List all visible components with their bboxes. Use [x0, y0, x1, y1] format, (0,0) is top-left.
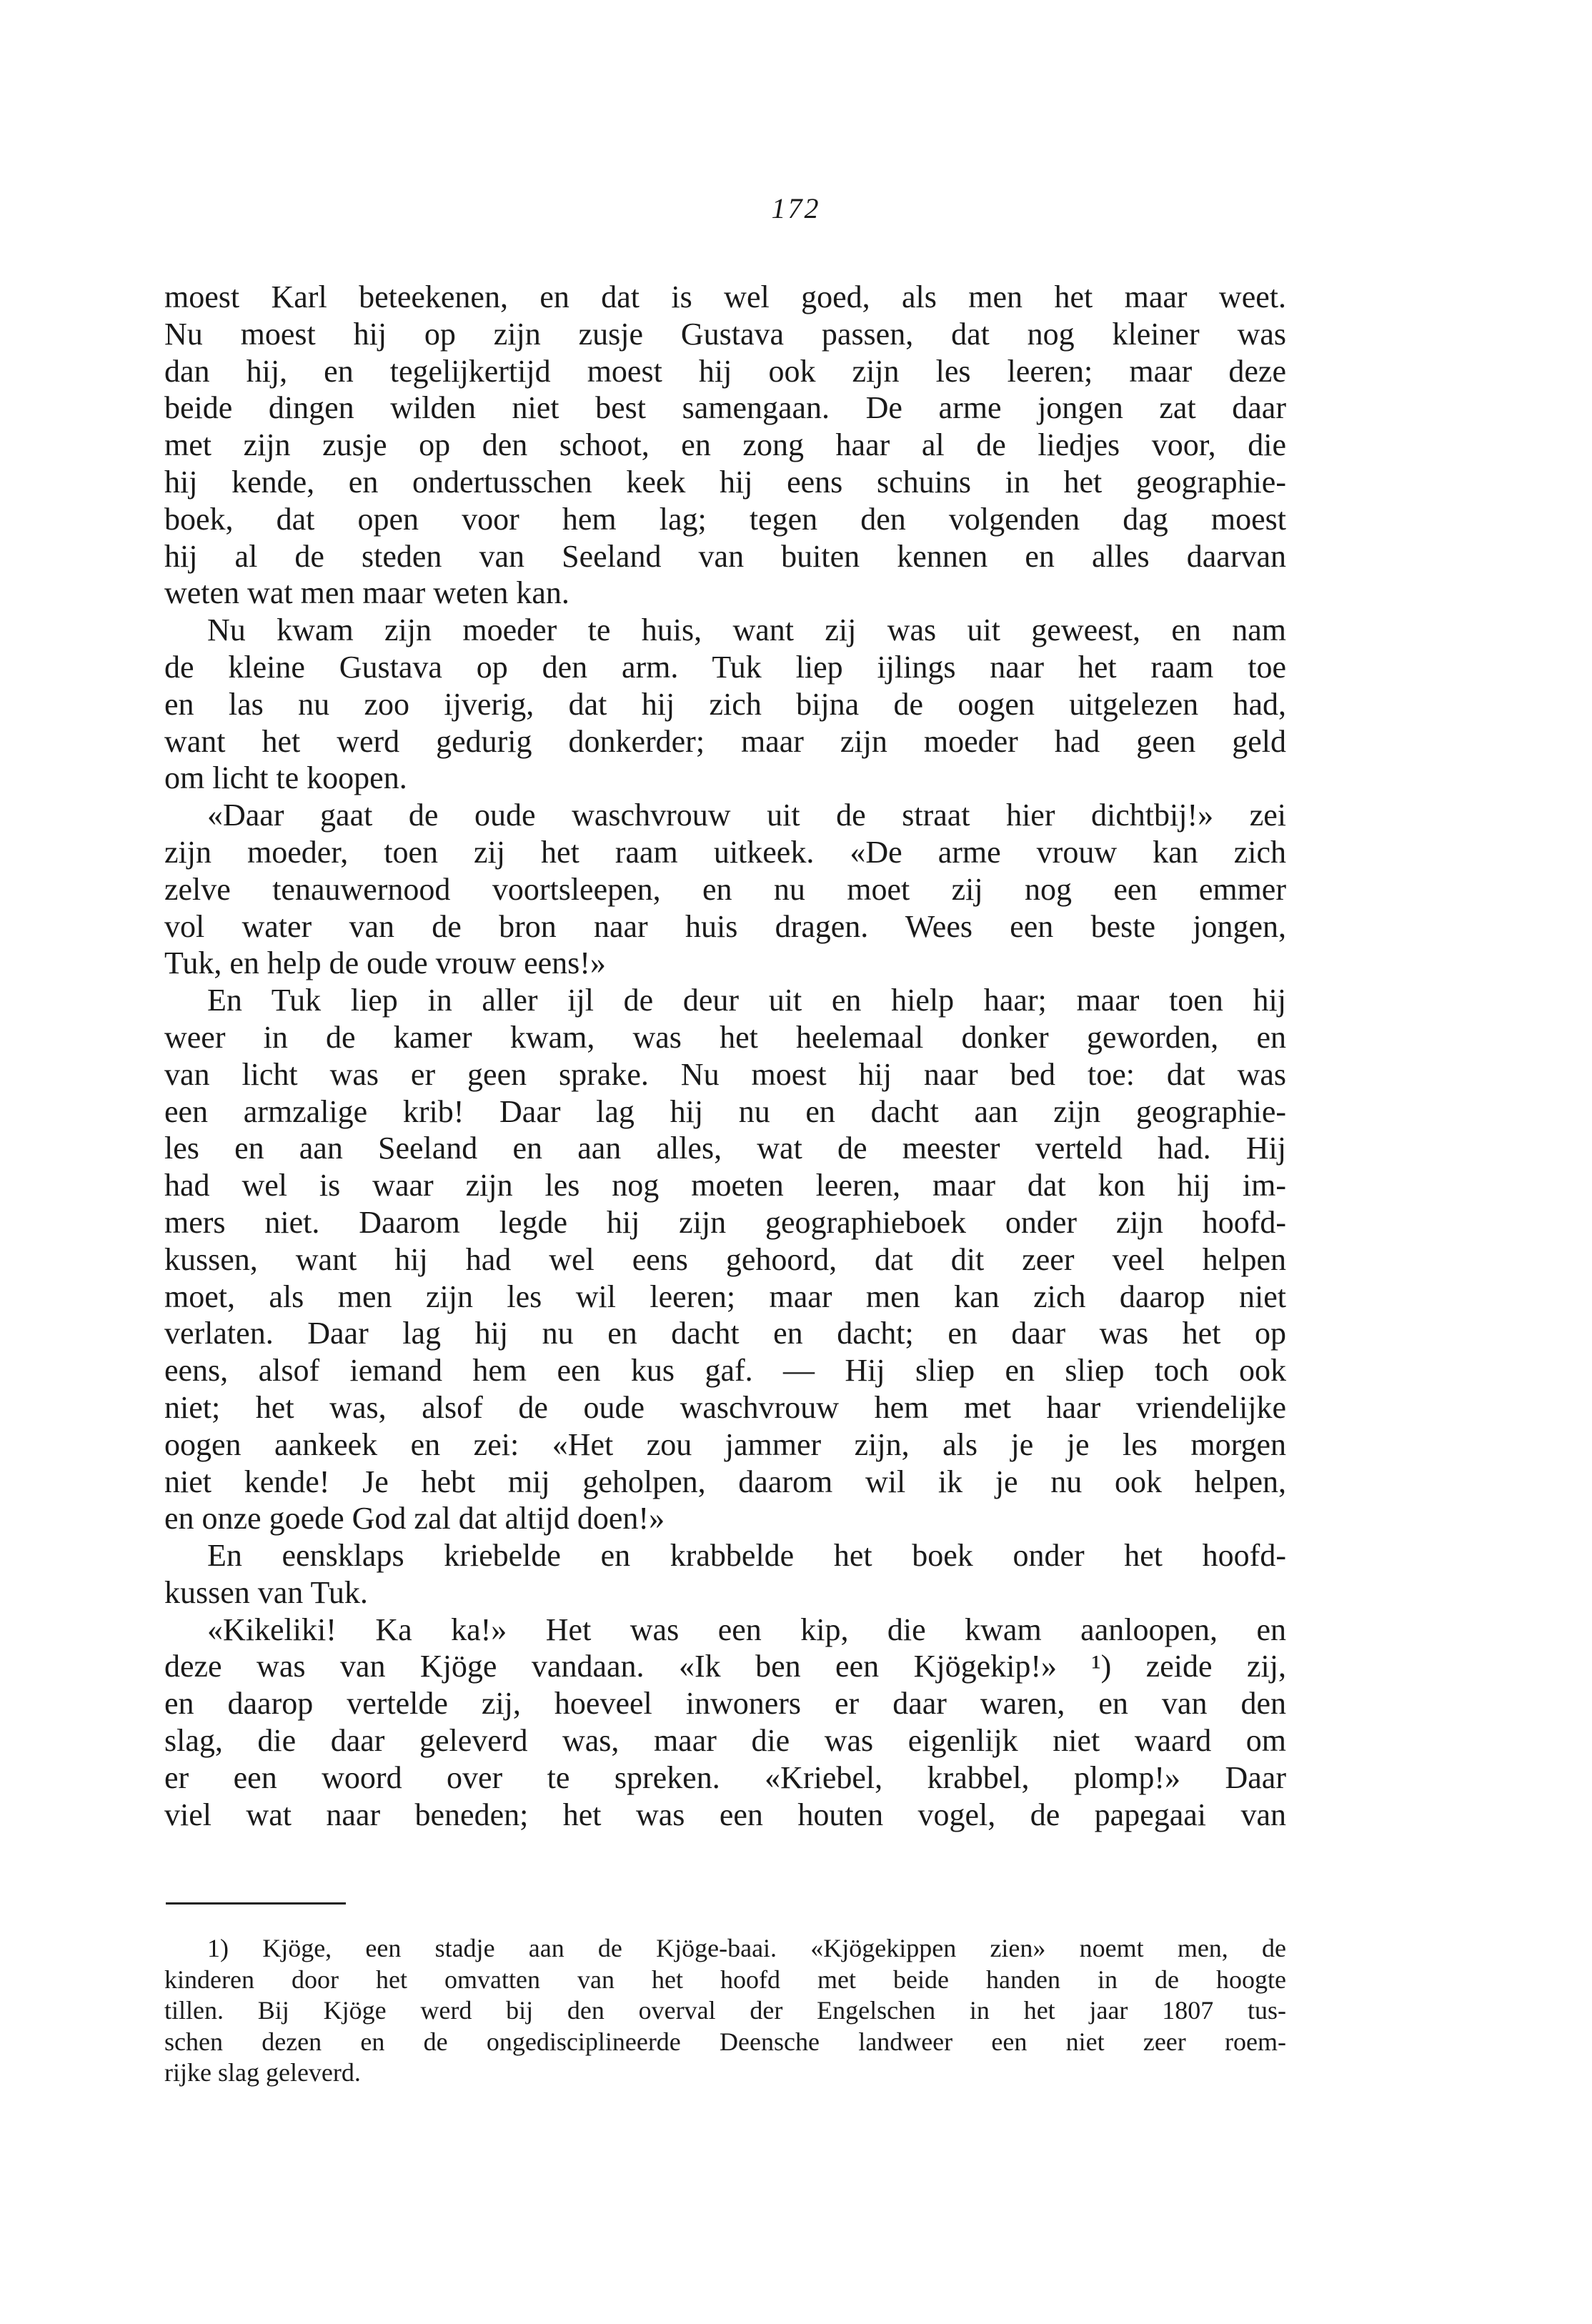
- text-line: oogen aankeek en zei: «Het zou jammer zijn, als je je les morgen: [164, 1426, 1286, 1462]
- text-line: Nu moest hij op zijn zusje Gustava passen, dat nog kleiner was: [164, 316, 1286, 352]
- text-line: hij kende, en ondertusschen keek hij eens schuins in het geographie-: [164, 464, 1286, 500]
- text-line: en onze goede God zal dat altijd doen!»: [164, 1501, 665, 1536]
- text-line: zelve tenauwernood voortsleepen, en nu moet zij nog een emmer: [164, 871, 1286, 907]
- footnote-line: schen dezen en de ongedisciplineerde Deensche landweer een niet zeer roem-: [164, 2027, 1286, 2056]
- text-line: weer in de kamer kwam, was het heelemaal donker geworden, en: [164, 1019, 1286, 1055]
- text-line: want het werd gedurig donkerder; maar zijn moeder had geen geld: [164, 723, 1286, 759]
- text-line: vol water van de bron naar huis dragen. Wees een beste jongen,: [164, 908, 1286, 944]
- text-line: een armzalige krib! Daar lag hij nu en dacht aan zijn geographie-: [164, 1093, 1286, 1129]
- text-line: de kleine Gustava op den arm. Tuk liep ijlings naar het raam toe: [164, 649, 1286, 685]
- text-line: om licht te koopen.: [164, 760, 407, 796]
- text-line: hij al de steden van Seeland van buiten kennen en alles daarvan: [164, 538, 1286, 574]
- footnote-line: tillen. Bij Kjöge werd bij den overval der Engelschen in het jaar 1807 tus-: [164, 1996, 1286, 2025]
- text-line: «Daar gaat de oude waschvrouw uit de straat hier dichtbij!» zei: [207, 798, 1286, 833]
- text-line: er een woord over te spreken. «Kriebel, krabbel, plomp!» Daar: [164, 1759, 1286, 1795]
- text-line: niet; het was, alsof de oude waschvrouw hem met haar vriendelijke: [164, 1389, 1286, 1425]
- text-line: eens, alsof iemand hem een kus gaf. — Hij sliep en sliep toch ook: [164, 1353, 1286, 1389]
- footnote-line: rijke slag geleverd.: [164, 2058, 361, 2087]
- footnote: [164, 1933, 1286, 2089]
- text-line: boek, dat open voor hem lag; tegen den volgenden dag moest: [164, 501, 1286, 537]
- text-line: beide dingen wilden niet best samengaan. De arme jongen zat daar: [164, 390, 1286, 426]
- footnote-line: kinderen door het omvatten van het hoofd met beide handen in de hoogte: [164, 1965, 1286, 1994]
- text-line: zijn moeder, toen zij het raam uitkeek. «De arme vrouw kan zich: [164, 834, 1286, 870]
- text-line: les en aan Seeland en aan alles, wat de meester verteld had. Hij: [164, 1131, 1286, 1166]
- text-line: «Kikeliki! Ka ka!» Het was een kip, die kwam aanloopen, en: [207, 1612, 1286, 1647]
- text-line: had wel is waar zijn les nog moeten leeren, maar dat kon hij im-: [164, 1168, 1286, 1203]
- text-line: En Tuk liep in aller ijl de deur uit en hielp haar; maar toen hij: [207, 983, 1286, 1018]
- text-line: en las nu zoo ijverig, dat hij zich bijna de oogen uitgelezen had,: [164, 686, 1286, 722]
- page-number: 172: [771, 192, 821, 224]
- text-line: en daarop vertelde zij, hoeveel inwoners er daar waren, en van den: [164, 1686, 1286, 1722]
- body-text: [164, 279, 1286, 1833]
- text-line: van licht was er geen sprake. Nu moest hij naar bed toe: dat was: [164, 1056, 1286, 1092]
- text-line: met zijn zusje op den schoot, en zong haar al de liedjes voor, die: [164, 427, 1286, 463]
- text-line: Nu kwam zijn moeder te huis, want zij was uit geweest, en nam: [207, 612, 1286, 648]
- footnote-divider: [166, 1902, 346, 1905]
- text-line: En eensklaps kriebelde en krabbelde het boek onder het hoofd-: [207, 1538, 1286, 1574]
- text-line: kussen van Tuk.: [164, 1574, 368, 1610]
- text-line: kussen, want hij had wel eens gehoord, dat dit zeer veel helpen: [164, 1241, 1286, 1277]
- footnote-line: 1) Kjöge, een stadje aan de Kjöge-baai. «Kjögekippen zien» noemt men, de: [207, 1934, 1286, 1962]
- text-line: slag, die daar geleverd was, maar die was eigenlijk niet waard om: [164, 1723, 1286, 1759]
- text-line: moet, als men zijn les wil leeren; maar men kan zich daarop niet: [164, 1278, 1286, 1314]
- text-line: Tuk, en help de oude vrouw eens!»: [164, 945, 606, 981]
- text-line: verlaten. Daar lag hij nu en dacht en dacht; en daar was het op: [164, 1316, 1286, 1351]
- text-line: niet kende! Je hebt mij geholpen, daarom wil ik je nu ook helpen,: [164, 1464, 1286, 1499]
- text-line: deze was van Kjöge vandaan. «Ik ben een Kjögekip!» ¹) zeide zij,: [164, 1649, 1286, 1684]
- text-line: moest Karl beteekenen, en dat is wel goed, als men het maar weet.: [164, 279, 1286, 314]
- text-line: viel wat naar beneden; het was een houten vogel, de papegaai van: [164, 1797, 1286, 1832]
- text-line: mers niet. Daarom legde hij zijn geographieboek onder zijn hoofd-: [164, 1204, 1286, 1240]
- text-line: dan hij, en tegelijkertijd moest hij ook zijn les leeren; maar deze: [164, 353, 1286, 389]
- text-line: weten wat men maar weten kan.: [164, 575, 569, 611]
